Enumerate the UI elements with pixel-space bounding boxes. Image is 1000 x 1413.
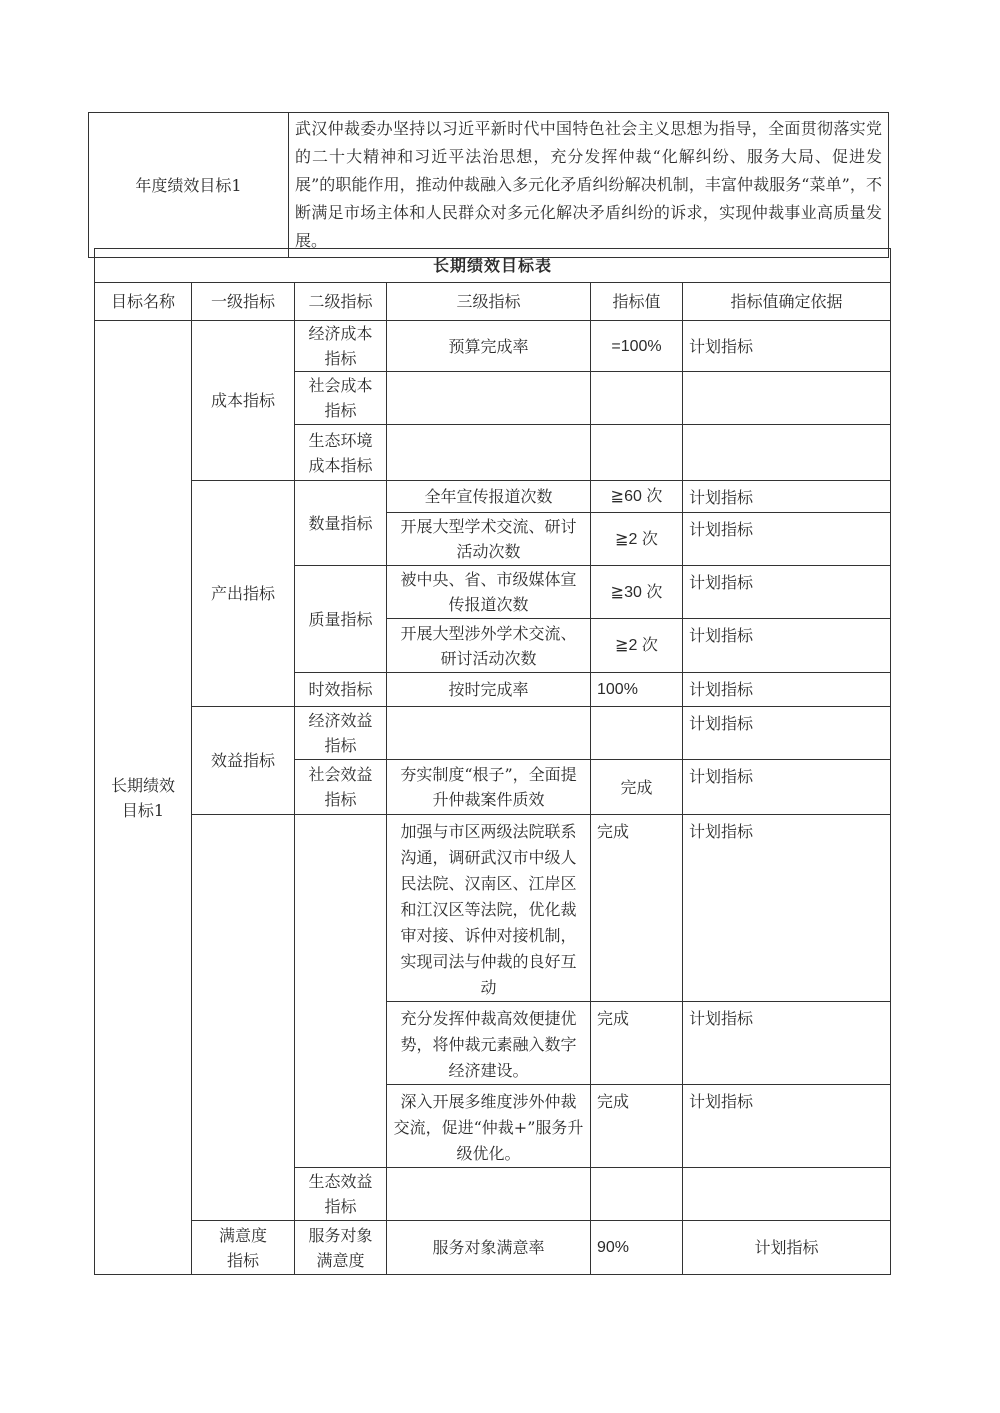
level2-economic-cost: 经济成本 指标	[295, 321, 387, 372]
level2-eco-cost: 生态环境 成本指标	[295, 425, 387, 481]
value-courts: 完成	[591, 815, 683, 1002]
l3-eco-cost-empty	[387, 425, 591, 481]
basis-media: 计划指标	[683, 566, 891, 619]
level2-timeliness: 时效指标	[295, 673, 387, 707]
level2-eco-benefit: 生态效益 指标	[295, 1168, 387, 1221]
header-level1: 一级指标	[192, 283, 295, 321]
annual-goal-text: 武汉仲裁委办坚持以习近平新时代中国特色社会主义思想为指导，全面贯彻落实党的二十大精神和习近平法治思想，充分发挥仲裁“化解纠纷、服务大局、促进发展”的职能作用，推动仲裁融入多元化矛盾纠纷解决机制，丰富仲裁服务“菜单”，不断满足市场主体和人民群众对多元化解决矛盾纠纷的诉求，实现仲裁事业高质量发展。	[289, 113, 889, 258]
annual-goal-label: 年度绩效目标1	[89, 113, 289, 258]
header-value: 指标值	[591, 283, 683, 321]
basis-foreign-academic: 计划指标	[683, 619, 891, 673]
value-eco-benefit-empty	[591, 1168, 683, 1221]
basis-economic-benefit: 计划指标	[683, 707, 891, 760]
basis-academic: 计划指标	[683, 513, 891, 566]
level2-unlabeled	[295, 815, 387, 1168]
value-satisfaction: 90%	[591, 1221, 683, 1275]
l3-publicity: 全年宣传报道次数	[387, 481, 591, 513]
level1-output: 产出指标	[192, 481, 295, 707]
goal-name-cell: 长期绩效 目标1	[95, 321, 192, 1275]
basis-budget: 计划指标	[683, 321, 891, 372]
level2-social-cost: 社会成本 指标	[295, 372, 387, 425]
level2-quantity: 数量指标	[295, 481, 387, 566]
header-goal-name: 目标名称	[95, 283, 192, 321]
value-budget: =100%	[591, 321, 683, 372]
header-basis: 指标值确定依据	[683, 283, 891, 321]
l3-satisfaction: 服务对象满意率	[387, 1221, 591, 1275]
l3-social-cost-empty	[387, 372, 591, 425]
l3-eco-benefit-empty	[387, 1168, 591, 1221]
value-academic: ≧2 次	[591, 513, 683, 566]
long-term-goal-table	[94, 248, 891, 1275]
value-foundation: 完成	[591, 760, 683, 815]
level2-quality: 质量指标	[295, 566, 387, 673]
l3-digital: 充分发挥仲裁高效便捷优势，将仲裁元素融入数字经济建设。	[387, 1002, 591, 1085]
basis-ontime: 计划指标	[683, 673, 891, 707]
l3-media: 被中央、省、市级媒体宣传报道次数	[387, 566, 591, 619]
level1-unlabeled	[192, 815, 295, 1221]
l3-economic-benefit-empty	[387, 707, 591, 760]
header-level3: 三级指标	[387, 283, 591, 321]
basis-social-cost-empty	[683, 372, 891, 425]
basis-foundation: 计划指标	[683, 760, 891, 815]
l3-foreign: 深入开展多维度涉外仲裁交流，促进“仲裁+”服务升级优化。	[387, 1085, 591, 1168]
l3-foreign-academic: 开展大型涉外学术交流、研讨活动次数	[387, 619, 591, 673]
level2-economic-benefit: 经济效益 指标	[295, 707, 387, 760]
basis-digital: 计划指标	[683, 1002, 891, 1085]
value-economic-benefit-empty	[591, 707, 683, 760]
basis-foreign: 计划指标	[683, 1085, 891, 1168]
l3-academic: 开展大型学术交流、研讨活动次数	[387, 513, 591, 566]
value-foreign-academic: ≧2 次	[591, 619, 683, 673]
level2-service-satisfaction: 服务对象 满意度	[295, 1221, 387, 1275]
basis-satisfaction: 计划指标	[683, 1221, 891, 1275]
value-ontime: 100%	[591, 673, 683, 707]
annual-goal-table	[88, 112, 889, 258]
l3-foundation: 夯实制度“根子”，全面提升仲裁案件质效	[387, 760, 591, 815]
basis-publicity: 计划指标	[683, 481, 891, 513]
value-digital: 完成	[591, 1002, 683, 1085]
level1-benefit: 效益指标	[192, 707, 295, 815]
level1-satisfaction: 满意度 指标	[192, 1221, 295, 1275]
value-foreign: 完成	[591, 1085, 683, 1168]
basis-eco-cost-empty	[683, 425, 891, 481]
header-level2: 二级指标	[295, 283, 387, 321]
value-media: ≧30 次	[591, 566, 683, 619]
value-eco-cost-empty	[591, 425, 683, 481]
l3-budget: 预算完成率	[387, 321, 591, 372]
level1-cost: 成本指标	[192, 321, 295, 481]
section-title: 长期绩效目标表	[95, 249, 891, 283]
basis-courts: 计划指标	[683, 815, 891, 1002]
value-publicity: ≧60 次	[591, 481, 683, 513]
l3-ontime: 按时完成率	[387, 673, 591, 707]
l3-courts: 加强与市区两级法院联系沟通，调研武汉市中级人民法院、汉南区、江岸区和江汉区等法院，优化裁审对接、诉仲对接机制，实现司法与仲裁的良好互动	[387, 815, 591, 1002]
basis-eco-benefit-empty	[683, 1168, 891, 1221]
value-social-cost-empty	[591, 372, 683, 425]
level2-social-benefit: 社会效益 指标	[295, 760, 387, 815]
